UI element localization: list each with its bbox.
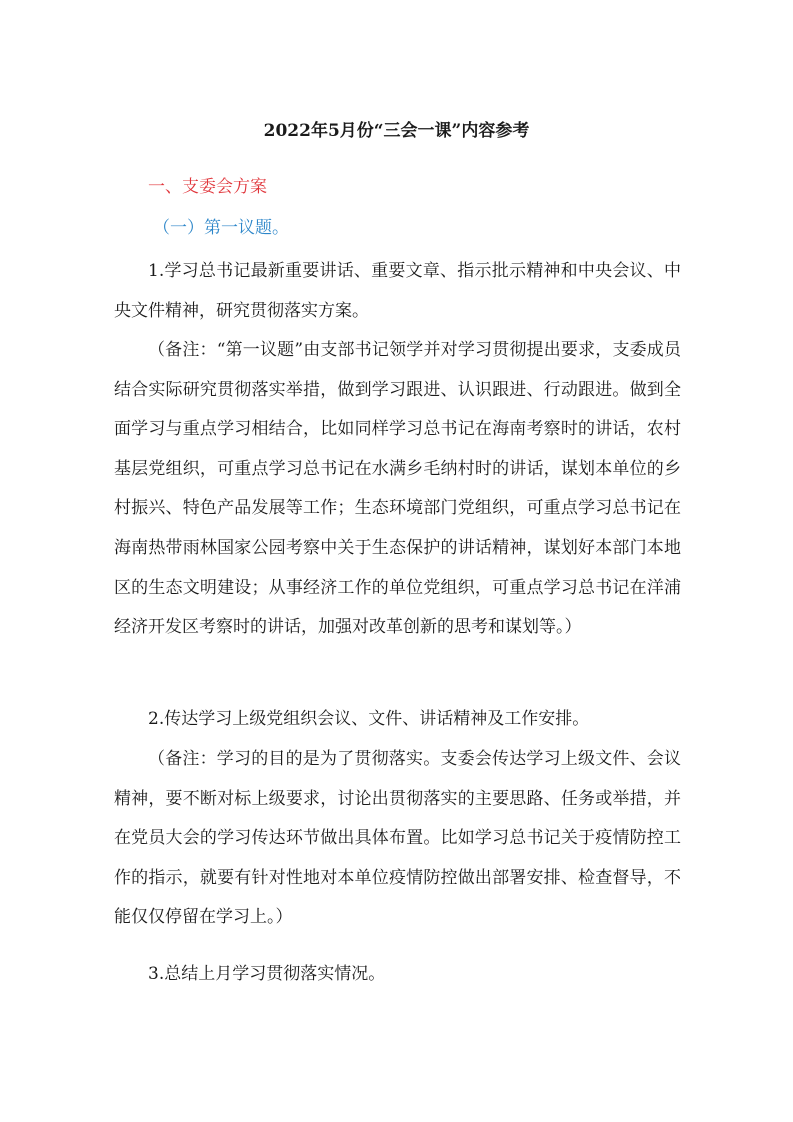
paragraph-item-2: 2.传达学习上级党组织会议、文件、讲话精神及工作安排。 [148, 709, 590, 729]
paragraph-item-3: 3.总结上月学习贯彻落实情况。 [148, 964, 386, 984]
subsection-heading: （一）第一议题。 [153, 218, 289, 238]
section-heading: 一、支委会方案 [148, 177, 267, 197]
paragraph-note-1: （备注：“第一议题”由支部书记领学并对学习贯彻提出要求，支委成员结合实际研究贯彻落实举措，做到学习跟进、认识跟进、行动跟进。做到全面学习与重点学习相结合，比如同样学习总书记在海南考察时的讲话，农村基层党组织，可重点学习总书记在水满乡毛纳村时的讲话，谋划本单位的乡村振兴、特色产品发展等工作；生态环境部门党组织，可重点学习总书记在海南热带雨林国家公园考察中关于生态保护的讲话精神，谋划好本部门本地区的生态文明建设；从事经济工作的单位党组织，可重点学习总书记在洋浦经济开发区考察时的讲话，加强对改革创新的思考和谋划等。） [114, 340, 681, 638]
document-title: 2022年5月份“三会一课”内容参考 [263, 121, 530, 141]
paragraph-note-2: （备注：学习的目的是为了贯彻落实。支委会传达学习上级文件、会议精神，要不断对标上级要求，讨论出贯彻落实的主要思路、任务或举措，并在党员大会的学习传达环节做出具体布置。比如学习总书记关于疫情防控工作的指示，就要有针对性地对本单位疫情防控做出部署安排、检查督导，不能仅仅停留在学习上。） [114, 749, 681, 928]
paragraph-item-1: 1.学习总书记最新重要讲话、重要文章、指示批示精神和中央会议、中央文件精神，研究贯彻落实方案。 [114, 261, 681, 321]
